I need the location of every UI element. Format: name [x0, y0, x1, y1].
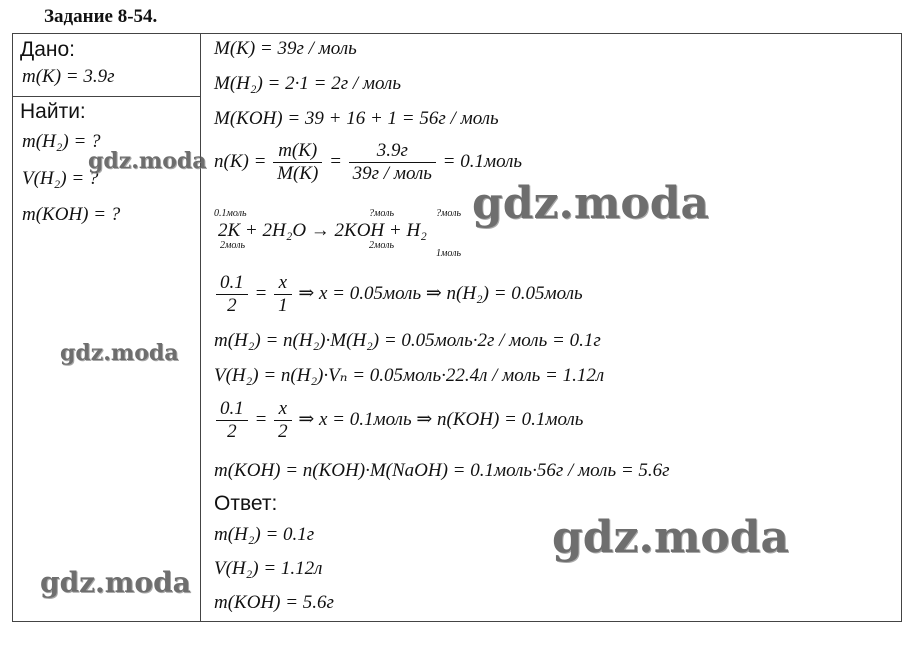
find-label: Найти: [20, 100, 86, 123]
expr-text: ⇒ x = 0.05моль ⇒ n(H₂) = 0.05моль [298, 282, 583, 304]
numerator: x [274, 398, 292, 421]
numerator: m(K) [273, 140, 322, 163]
solution-line-proportion: $\frac{0.1}{2}$ = $\frac{x}{2}$ ⇒ x = 0.1моль ⇒ n(KOH) = 0.1моль [214, 398, 583, 443]
reaction-annotation: 2моль [369, 240, 395, 251]
expr-text: ⇒ x = 0.1моль ⇒ n(KOH) = 0.1моль [298, 408, 584, 430]
solution-line-fraction: n(K) = $\frac{m(K)}{M(K)}$ = $\frac{3.9г}{\text{39г / моль}}$ = 0.1моль [214, 140, 523, 184]
watermark-logo: gdz.moda [60, 340, 179, 366]
watermark-logo: gdz.moda [88, 148, 207, 174]
answer-line: m(KOH) = 5.6г [214, 592, 334, 613]
denominator: 2 [227, 421, 237, 442]
denominator: 2 [278, 421, 288, 442]
numerator: x [274, 272, 292, 295]
numerator: 3.9г [349, 140, 436, 163]
fraction [273, 140, 322, 185]
find-item: m(KOH) = ? [22, 204, 121, 225]
given-label: Дано: [20, 38, 76, 61]
fraction [274, 272, 292, 317]
answer-label: Ответ: [214, 492, 278, 515]
solution-line: M(H₂) = 2·1 = 2г / моль [214, 73, 401, 94]
numerator: 0.1 [216, 398, 248, 421]
watermark-logo: gdz.moda [552, 512, 790, 563]
expr-text: n(K) = [214, 150, 267, 172]
task-title: Задание 8-54. [44, 6, 158, 27]
find-item: m(H₂) = ? [22, 131, 101, 152]
answer-line: m(H₂) = 0.1г [214, 524, 315, 545]
solution-line: V(H₂) = n(H₂)·Vₙ = 0.05моль·22.4л / моль = 1.12л [214, 365, 605, 386]
table-left-border [12, 34, 13, 621]
denominator: 1 [278, 295, 288, 316]
denominator: M(K) [277, 163, 319, 184]
solution-line: m(H₂) = n(H₂)·M(H₂) = 0.05моль·2г / моль = 0.1г [214, 330, 601, 351]
watermark-logo: gdz.moda [40, 566, 191, 599]
reaction-equation: 2K + 2H₂O → 2KOH + H₂ [218, 220, 427, 241]
answer-line: V(H₂) = 1.12л [214, 558, 323, 579]
solution-line: m(KOH) = n(KOH)·M(NaOH) = 0.1моль·56г / моль = 5.6г [214, 460, 670, 481]
fraction [216, 398, 248, 443]
denominator: 39г / моль [352, 163, 432, 184]
fraction [349, 140, 436, 185]
numerator: 0.1 [216, 272, 248, 295]
given-item: m(K) = 3.9г [22, 66, 115, 87]
column-divider [200, 34, 201, 621]
fraction [216, 272, 248, 317]
reaction-annotation: ?моль [436, 208, 462, 219]
denominator: 2 [227, 295, 237, 316]
reaction-annotation: 1моль [436, 248, 462, 259]
solution-line: M(KOH) = 39 + 16 + 1 = 56г / моль [214, 108, 499, 129]
reaction-annotation: 0.1моль [214, 208, 247, 219]
table-right-border [901, 34, 902, 621]
find-item: V(H₂) = ? [22, 168, 99, 189]
solution-line: M(K) = 39г / моль [214, 38, 357, 59]
reaction-annotation: 2моль [220, 240, 246, 251]
expr-text: = 0.1моль [442, 150, 523, 172]
solution-line-proportion: $\frac{0.1}{2}$ = $\frac{x}{1}$ ⇒ x = 0.05моль ⇒ n(H₂) = 0.05моль [214, 272, 583, 317]
given-divider [12, 96, 201, 97]
reaction-annotation: ?моль [369, 208, 395, 219]
watermark-logo: gdz.moda [472, 178, 710, 229]
fraction [274, 398, 292, 443]
